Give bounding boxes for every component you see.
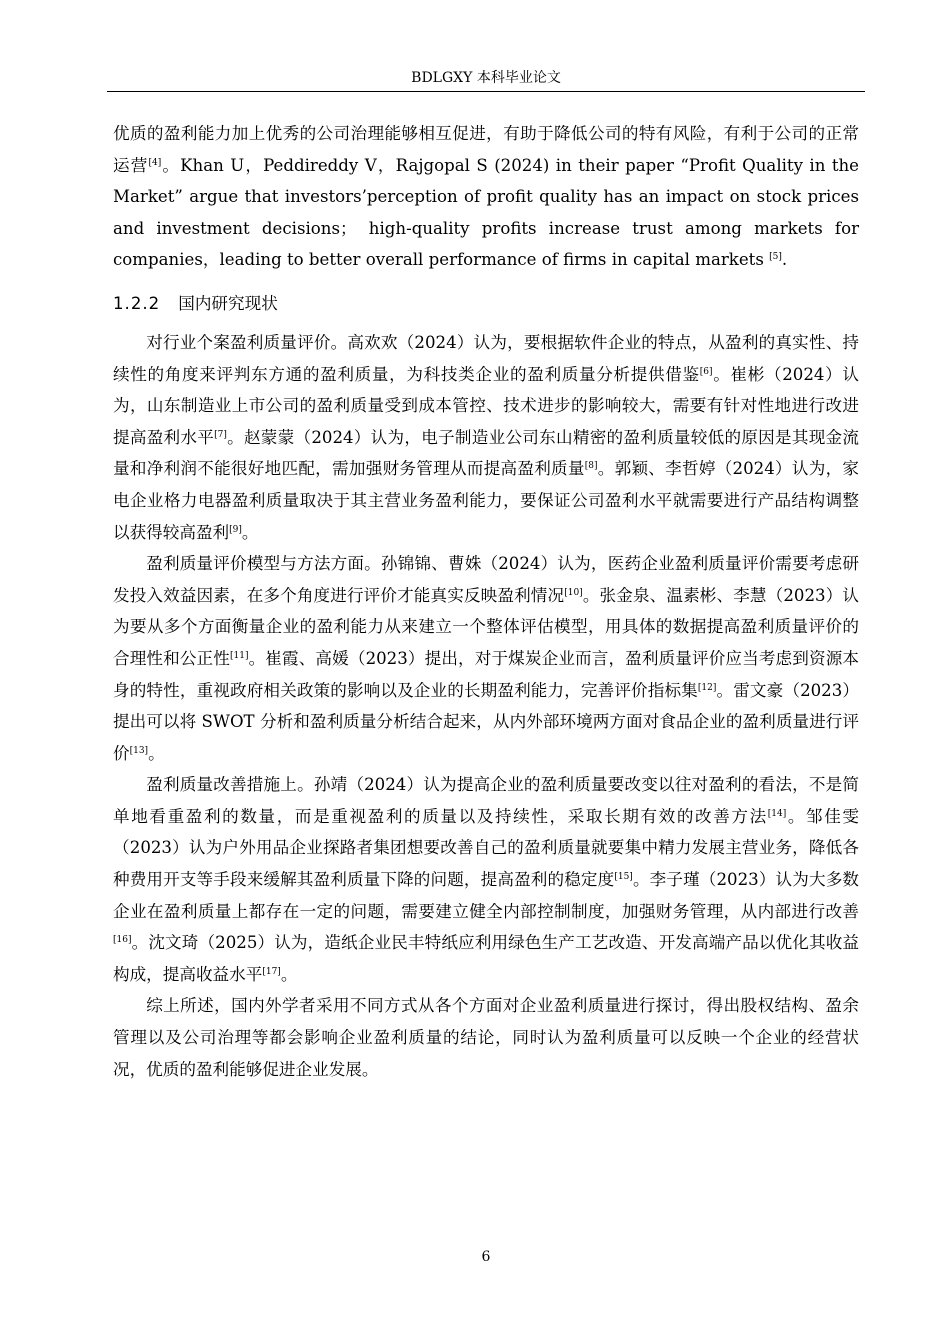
- citation-ref: [11]: [229, 650, 249, 661]
- citation-ref: [5]: [769, 252, 782, 263]
- page-number: 6: [481, 1249, 491, 1265]
- section-title: 国内研究现状: [178, 293, 278, 313]
- citation-ref: [17]: [262, 966, 281, 977]
- citation-ref: [16]: [113, 935, 132, 946]
- citation-ref: [7]: [214, 429, 227, 440]
- paragraph-improvement-measures: 盈利质量改善措施上。孙靖（2024）认为提高企业的盈利质量要改变以往对盈利的看法，不是简单地看重盈利的数量，而是重视盈利的质量以及持续性，采取长期有效的改善方法[14]。邹佳雯（2023）认为户外用品企业探路者集团想要改善自己的盈利质量就要集中精力发展主营业务，降低各种费用开支等手段来缓解其盈利质量下降的问题，提高盈利的稳定度[15]。李子瑾（2023）认为大多数企业在盈利质量上都存在一定的问题，需要建立健全内部控制制度，加强财务管理，从内部进行改善[16]。沈文琦（2025）认为，造纸企业民丰特纸应利用绿色生产工艺改造、开发高端产品以优化其收益构成，提高收益水平[17]。: [113, 775, 860, 984]
- intro-paragraph: 优质的盈利能力加上优秀的公司治理能够相互促进，有助于降低公司的特有风险，有利于公司的正常运营[4]。Khan U，Peddireddy V，Rajgopal S (2024) in their paper “Profit Quality in the Market” argue that investors’perception of profit quality has an impact on stock prices and investment decisions； high-quality profits increase trust among markets for companies，leading to better overall performance of firms in capital markets [5].: [113, 124, 859, 270]
- citation-ref: [9]: [229, 524, 242, 535]
- section-heading: [113, 289, 859, 319]
- citation-ref: [10]: [564, 587, 583, 598]
- header-rule: [107, 91, 865, 92]
- paragraph-case-evaluation: 对行业个案盈利质量评价。高欢欢（2024）认为，要根据软件企业的特点，从盈利的真实性、持续性的角度来评判东方通的盈利质量，为科技类企业的盈利质量分析提供借鉴[6]。崔彬（2024）认为，山东制造业上市公司的盈利质量受到成本管控、技术进步的影响较大，需要有针对性地进行改进提高盈利水平[7]。赵蒙蒙（2024）认为，电子制造业公司东山精密的盈利质量较低的原因是其现金流量和净利润不能很好地匹配，需加强财务管理从而提高盈利质量[8]。郭颖、李哲婷（2024）认为，家电企业格力电器盈利质量取决于其主营业务盈利能力，要保证公司盈利水平就需要进行产品结构调整以获得较高盈利[9]。: [113, 332, 860, 542]
- citation-ref: [13]: [129, 745, 149, 756]
- citation-ref: [12]: [697, 682, 717, 693]
- citation-ref: [8]: [584, 461, 598, 472]
- citation-ref: [14]: [767, 808, 787, 819]
- citation-ref: [4]: [148, 157, 162, 168]
- paragraph-evaluation-models: 盈利质量评价模型与方法方面。孙锦锦、曹姝（2024）认为，医药企业盈利质量评价需要考虑研发投入效益因素，在多个角度进行评价才能真实反映盈利情况[10]。张金泉、温素彬、李慧（2023）认为要从多个方面衡量企业的盈利能力从来建立一个整体评估模型，用具体的数据提高盈利质量评价的合理性和公正性[11]。崔霞、高媛（2023）提出，对于煤炭企业而言，盈利质量评价应当考虑到资源本身的特性，重视政府相关政策的影响以及企业的长期盈利能力，完善评价指标集[12]。雷文豪（2023）提出可以将 SWOT 分析和盈利质量分析结合起来，从内外部环境两方面对食品企业的盈利质量进行评价[13]。: [113, 554, 860, 763]
- running-header: BDLGXY 本科毕业论文: [411, 70, 561, 86]
- paragraph-summary: 综上所述，国内外学者采用不同方式从各个方面对企业盈利质量进行探讨，得出股权结构、盈余管理以及公司治理等都会影响企业盈利质量的结论，同时认为盈利质量可以反映一个企业的经营状况，优质的盈利能够促进企业发展。: [113, 996, 859, 1079]
- citation-ref: [15]: [614, 872, 633, 883]
- section-number: 1.2.2: [113, 293, 161, 313]
- page-body: [113, 118, 859, 1085]
- citation-ref: [6]: [699, 366, 713, 377]
